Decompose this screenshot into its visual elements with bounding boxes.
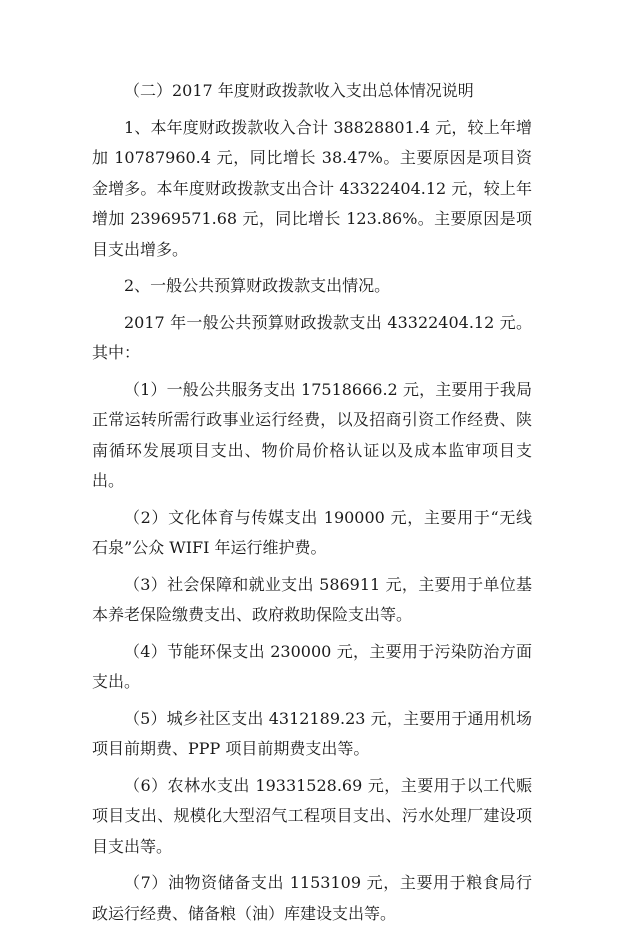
paragraph-item-2: （2）文化体育与传媒支出 190000 元，主要用于“无线石泉”公众 WIFI 年运行维护费。 bbox=[92, 507, 532, 557]
paragraph-item-1: （1）一般公共服务支出 17518666.2 元，主要用于我局正常运转所需行政事业运行经费，以及招商引资工作经费、陕南循环发展项目支出、物价局价格认证以及成本监审项目支出。 bbox=[92, 379, 532, 490]
paragraph-general-budget-total: 2017 年一般公共预算财政拨款支出 43322404.12 元。其中： bbox=[92, 312, 532, 362]
paragraph-item-7: （7）油物资储备支出 1153109 元，主要用于粮食局行政运行经费、储备粮（油）库建设支出等。 bbox=[92, 873, 532, 923]
section-heading: （二）2017 年度财政拨款收入支出总体情况说明 bbox=[124, 81, 474, 100]
paragraph-item-6: （6）农林水支出 19331528.69 元，主要用于以工代赈项目支出、规模化大型沼气工程项目支出、污水处理厂建设项目支出等。 bbox=[92, 775, 532, 856]
paragraph-item-5: （5）城乡社区支出 4312189.23 元，主要用于通用机场项目前期费、PPP 项目前期费支出等。 bbox=[92, 708, 532, 758]
paragraph-revenue-summary: 1、本年度财政拨款收入合计 38828801.4 元，较上年增加 10787960.4 元，同比增长 38.47%。主要原因是项目资金增多。本年度财政拨款支出合计 43322404.12 元，较上年增加 23969571.68 元，同比增长 123.86%。主要原因是项目支出增多。 bbox=[92, 117, 532, 259]
paragraph-item-4: （4）节能环保支出 230000 元，主要用于污染防治方面支出。 bbox=[92, 641, 532, 691]
paragraph-general-budget-heading: 2、一般公共预算财政拨款支出情况。 bbox=[124, 276, 391, 295]
paragraph-item-3: （3）社会保障和就业支出 586911 元，主要用于单位基本养老保险缴费支出、政府救助保险支出等。 bbox=[92, 574, 532, 624]
document-body bbox=[92, 76, 532, 929]
